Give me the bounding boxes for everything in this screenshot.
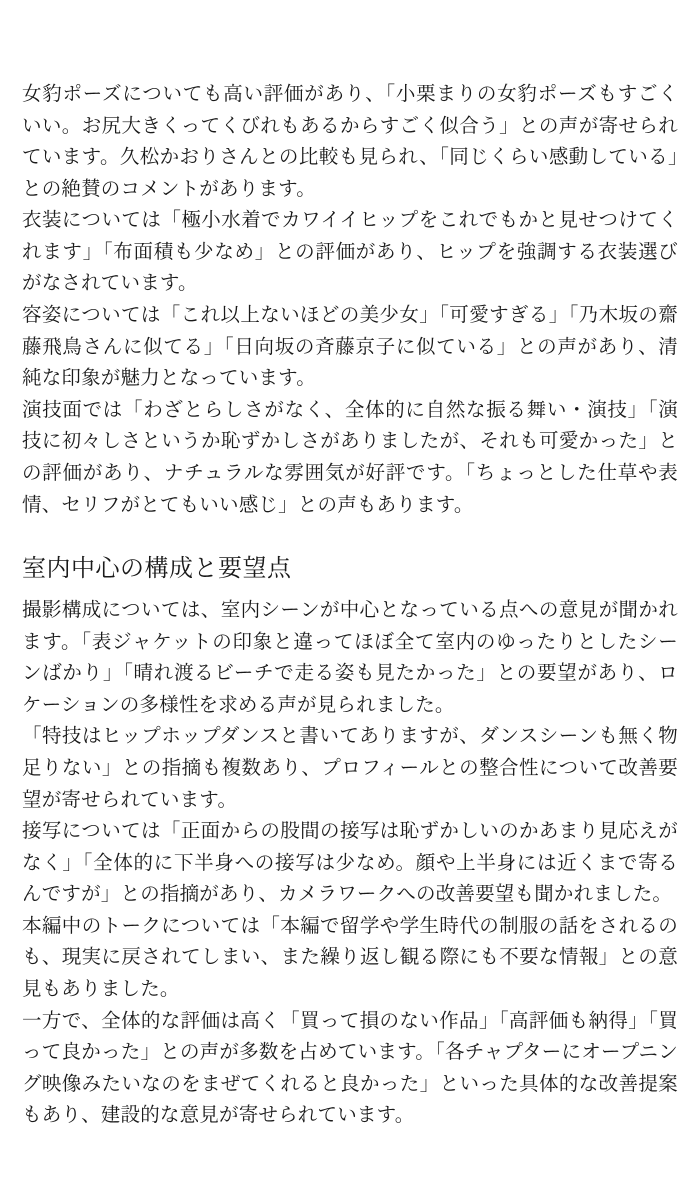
paragraph: 一方で、全体的な評価は高く「買って損のない作品」「高評価も納得」「買って良かった」との声が多数を占めています。「各チャプターにオープニング映像みたいなのをまぜてくれると良かった」といった具体的な改善提案もあり、建設的な意見が寄せられています。: [22, 1008, 678, 1127]
paragraph: 演技面では「わざとらしさがなく、全体的に自然な振る舞い・演技」「演技に初々しさというか恥ずかしさがありましたが、それも可愛かった」との評価があり、ナチュラルな雰囲気が好評です。「ちょっとした仕草や表情、セリフがとてもいい感じ」との声もあります。: [22, 397, 678, 516]
paragraph: 本編中のトークについては「本編で留学や学生時代の制服の話をされるのも、現実に戻されてしまい、また繰り返し観る際にも不要な情報」との意見もありました。: [22, 913, 678, 1001]
paragraph: 女豹ポーズについても高い評価があり、「小栗まりの女豹ポーズもすごくいい。お尻大きくってくびれもあるからすごく似合う」との声が寄せられています。久松かおりさんとの比較も見られ、「同じくらい感動している」との絶賛のコメントがあります。: [22, 82, 678, 200]
paragraph: 衣装については「極小水着でカワイイヒップをこれでもかと見せつけてくれます」「布面積も少なめ」との評価があり、ヒップを強調する衣装選びがなされています。: [22, 208, 678, 295]
section-reviews-top: [22, 78, 678, 520]
paragraph: 接写については「正面からの股間の接写は恥ずかしいのかあまり見応えがなく」「全体的に下半身への接写は少なめ。顔や上半身には近くまで寄るんですが」との指摘があり、カメラワークへの改善要望も聞かれました。: [22, 819, 678, 906]
paragraph: 「特技はヒップホップダンスと書いてありますが、ダンスシーンも無く物足りない」との指摘も複数あり、プロフィールとの整合性について改善要望が寄せられています。: [22, 724, 678, 811]
section-heading: 室内中心の構成と要望点: [22, 554, 292, 583]
paragraph: 撮影構成については、室内シーンが中心となっている点への意見が聞かれます。「表ジャケットの印象と違ってほぼ全て室内のゆったりとしたシーンばかり」「晴れ渡るビーチで走る姿も見たかった」との要望があり、ロケーションの多様性を求める声が見られました。: [22, 598, 678, 716]
section-indoor-composition: [22, 550, 678, 1131]
paragraph: 容姿については「これ以上ないほどの美少女」「可愛すぎる」「乃木坂の齋藤飛鳥さんに似てる」「日向坂の斉藤京子に似ている」との声があり、清純な印象が魅力となっています。: [22, 303, 678, 390]
